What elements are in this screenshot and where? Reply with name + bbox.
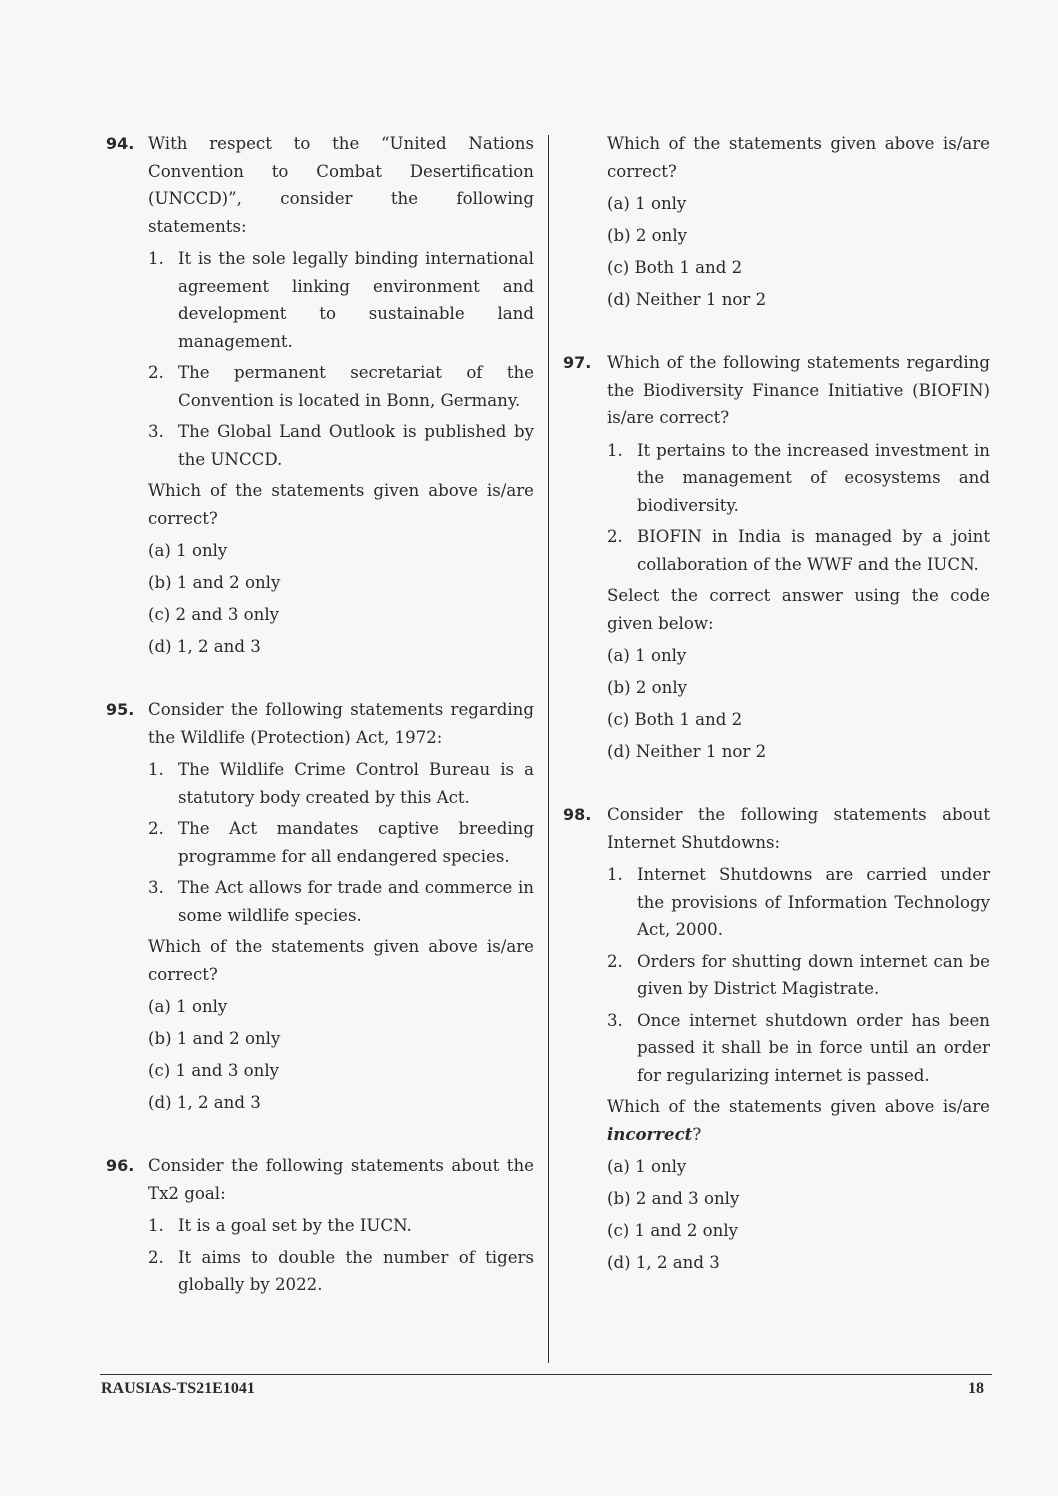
option-b[interactable]: (b) 2 and 3 only (607, 1188, 740, 1208)
prompt-text: Which of the statements given above is/are (607, 1097, 990, 1116)
question-97 (563, 349, 990, 765)
option-d[interactable]: (d) Neither 1 nor 2 (607, 289, 767, 309)
statement-text: BIOFIN in India is managed by a joint collaboration of the WWF and the IUCN. (637, 527, 990, 574)
statement-number: 2. (607, 951, 623, 971)
question-98 (563, 801, 990, 1276)
statement (607, 523, 990, 578)
question-text: Consider the following statements about the Tx2 goal: (148, 1156, 534, 1203)
statement-number: 1. (607, 440, 623, 460)
statement-text: The Global Land Outlook is published by the UNCCD. (178, 422, 534, 469)
statement-number: 3. (148, 422, 164, 441)
statement-text: Once internet shutdown order has been passed it shall be in force until an order for regularizing internet is passed. (637, 1010, 990, 1085)
statement (148, 815, 534, 870)
statement (148, 874, 534, 929)
right-column (563, 130, 990, 1276)
statement-number: 2. (148, 1247, 164, 1267)
option-b[interactable]: (b) 2 only (607, 225, 688, 245)
statement-number: 3. (607, 1010, 623, 1030)
statement (148, 418, 534, 473)
statement-number: 1. (148, 249, 164, 268)
question-number: 97. (563, 353, 592, 372)
question-number: 96. (106, 1156, 135, 1175)
statement-list (607, 437, 990, 579)
option-c[interactable]: (c) 2 and 3 only (148, 604, 280, 624)
statement-number: 3. (148, 878, 164, 897)
question-96 (106, 1152, 534, 1299)
option-a[interactable]: (a) 1 only (607, 645, 687, 665)
statement (148, 1244, 534, 1299)
option-b[interactable]: (b) 1 and 2 only (148, 1028, 281, 1048)
question-prompt: Which of the statements given above is/are correct? (607, 134, 990, 181)
statement-text: Internet Shutdowns are carried under the provisions of Information Technology Act, 2000. (637, 865, 990, 939)
question-prompt: Which of the statements given above is/are correct? (148, 937, 534, 984)
statement-list (148, 756, 534, 929)
question-number: 94. (106, 134, 135, 153)
option-c[interactable]: (c) Both 1 and 2 (607, 257, 743, 277)
question-text: Which of the following statements regarding the Biodiversity Finance Initiative (BIOFIN) is/are correct? (607, 353, 990, 427)
option-a[interactable]: (a) 1 only (148, 996, 228, 1016)
question-prompt: Which of the statements given above is/are correct? (148, 481, 534, 528)
statement (607, 861, 990, 944)
option-a[interactable]: (a) 1 only (607, 1156, 687, 1176)
statement-number: 1. (607, 865, 623, 884)
question-94 (106, 130, 534, 660)
statement-text: The Wildlife Crime Control Bureau is a statutory body created by this Act. (178, 760, 534, 807)
page-number: 18 (968, 1380, 984, 1397)
option-a[interactable]: (a) 1 only (607, 193, 687, 213)
statement-list (148, 245, 534, 473)
statement-text: It pertains to the increased investment in the management of ecosystems and biodiversity. (637, 440, 990, 515)
statement (148, 1212, 534, 1240)
statement (148, 359, 534, 414)
statement-text: The Act mandates captive breeding programme for all endangered species. (178, 819, 534, 866)
option-d[interactable]: (d) 1, 2 and 3 (148, 1092, 261, 1112)
option-a[interactable]: (a) 1 only (148, 540, 228, 560)
statement (148, 245, 534, 355)
question-text: With respect to the “United Nations Convention to Combat Desertification (UNCCD)”, consider the following statements: (148, 134, 534, 236)
prompt-emphasis: incorrect (607, 1123, 693, 1144)
statement (607, 948, 990, 1003)
statement-number: 2. (148, 363, 164, 382)
statement-text: The Act allows for trade and commerce in some wildlife species. (178, 878, 534, 925)
question-number: 98. (563, 805, 592, 824)
statement (148, 756, 534, 811)
option-b[interactable]: (b) 2 only (607, 677, 688, 697)
statement-text: The permanent secretariat of the Convention is located in Bonn, Germany. (178, 363, 534, 410)
statement-text: Orders for shutting down internet can be given by District Magistrate. (637, 951, 990, 998)
question-number: 95. (106, 700, 135, 719)
statement-text: It is the sole legally binding international agreement linking environment and development to sustainable land management. (178, 249, 534, 351)
option-d[interactable]: (d) 1, 2 and 3 (607, 1252, 720, 1272)
statement (607, 1007, 990, 1090)
option-d[interactable]: (d) Neither 1 nor 2 (607, 741, 767, 761)
option-b[interactable]: (b) 1 and 2 only (148, 572, 281, 592)
option-d[interactable]: (d) 1, 2 and 3 (148, 636, 261, 656)
question-text: Consider the following statements regarding the Wildlife (Protection) Act, 1972: (148, 700, 534, 747)
statement-list (607, 861, 990, 1089)
option-c[interactable]: (c) 1 and 3 only (148, 1060, 280, 1080)
option-c[interactable]: (c) 1 and 2 only (607, 1220, 739, 1240)
statement-number: 1. (148, 1216, 164, 1235)
statement-text: It is a goal set by the IUCN. (178, 1216, 412, 1235)
prompt-suffix: ? (692, 1124, 702, 1144)
question-prompt: Select the correct answer using the code given below: (607, 586, 990, 633)
statement-list (148, 1212, 534, 1299)
footer-rule (100, 1374, 992, 1375)
question-prompt (607, 1093, 990, 1148)
option-c[interactable]: (c) Both 1 and 2 (607, 709, 743, 729)
statement (607, 437, 990, 520)
statement-number: 2. (148, 819, 164, 838)
question-text: Consider the following statements about Internet Shutdowns: (607, 805, 990, 852)
statement-number: 2. (607, 527, 623, 546)
statement-text: It aims to double the number of tigers globally by 2022. (178, 1247, 534, 1294)
statement-number: 1. (148, 760, 164, 779)
question-95 (106, 696, 534, 1116)
left-column (106, 130, 534, 1303)
test-code: RAUSIAS-TS21E1041 (101, 1380, 255, 1397)
column-divider (548, 135, 549, 1363)
question-96-continued (563, 130, 990, 313)
